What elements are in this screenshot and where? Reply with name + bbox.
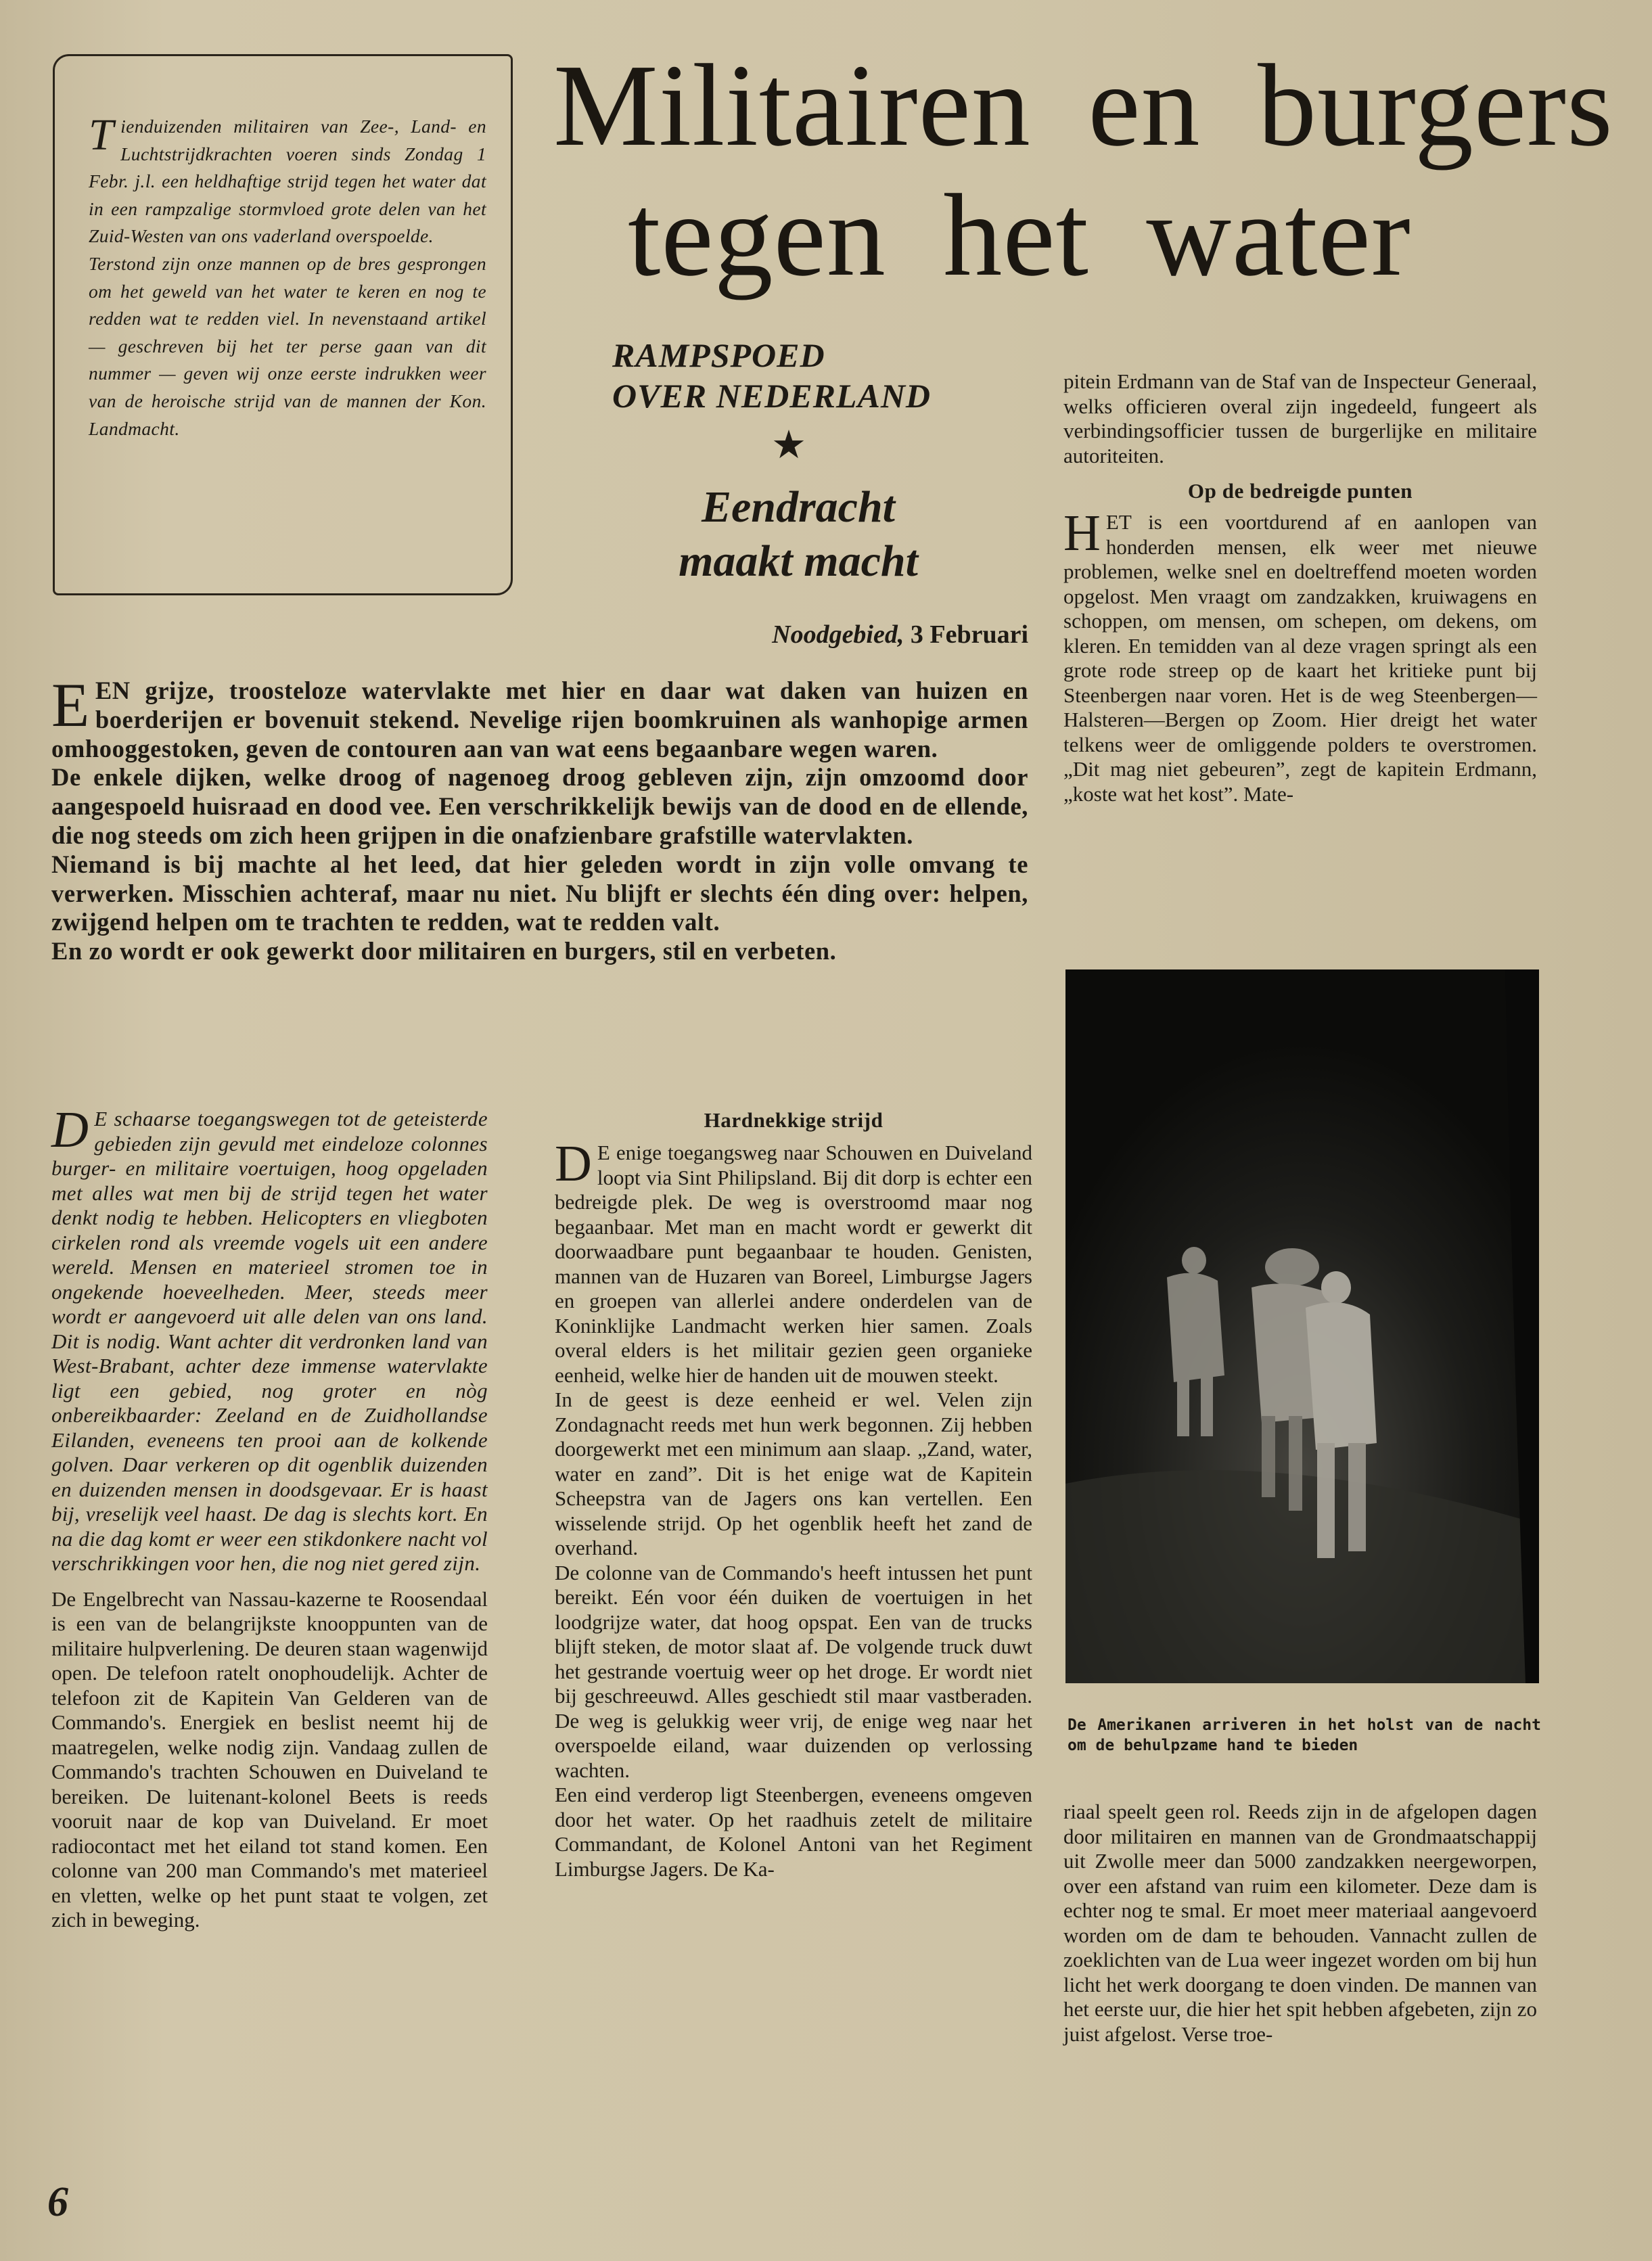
mid-paragraph-4: Een eind verderop ligt Steenbergen, eveneens omgeven door het water. Op het raadhuis zetelt de militaire Commandant, de Kolonel Antoni van het Regiment Limburgse Jagers. De Ka- <box>555 1783 1032 1881</box>
intro-text-1: ienduizenden militairen van Zee-, Land- en Luchtstrijdkrachten voeren sinds Zondag 1 Febr. j.l. een heldhaftige strijd tegen het water dat in een rampzalige stormvloed grote delen van het Zuid-Westen van ons vaderland overspoelde. <box>89 116 486 247</box>
mid-dropcap: D <box>555 1135 592 1192</box>
lead-text-1: EN grijze, troosteloze watervlakte met hier en daar wat daken van huizen en boerderijen er bovenuit stekend. Nevelige rijen boomkruinen als wanhopige armen omhooggestoken, geven de contouren aan van wat eens begaanbare wegen waren. <box>51 677 1028 762</box>
left-dropcap: D <box>51 1101 89 1158</box>
right-text-2: ET is een voortdurend af en aanlopen van honderden mensen, elk weer met nieuwe problemen, welke snel en doeltreffend moeten worden opgelost. Men vraagt om zandzakken, kruiwagens en schoppen, om mensen, om schepen, om dekens, om kleren. En temidden van al deze vragen springt als een grote rode streep op de kaart het kritieke punt bij Steenbergen naar voren. Het is de weg Steenbergen—Halsteren—Bergen op Zoom. Hier dreigt het water telkens weer de omliggende polders te overstromen. „Dit mag niet gebeuren”, zegt de kapitein Erdmann, „koste wat het kost”. Mate- <box>1063 510 1537 806</box>
lead-dropcap: E <box>51 670 90 739</box>
subtitle-line-1: Eendracht <box>701 482 896 532</box>
headline-line-1: Militairen en burgers <box>553 41 1613 170</box>
right-paragraph-2 <box>1063 505 1537 806</box>
column-right-bottom <box>1063 1800 1537 2047</box>
subhead-hardnekkige-strijd: Hardnekkige strijd <box>704 1108 884 1132</box>
kicker-line-2: OVER NEDERLAND <box>612 377 932 415</box>
lead-paragraph-1 <box>51 670 1028 763</box>
kicker-line-1: RAMPSPOED <box>612 336 825 374</box>
right-paragraph-3: riaal speelt geen rol. Reeds zijn in de afgelopen dagen door militairen en mannen van de Grondmaatschappij uit Zwolle meer dan 5000 zandzakken neergeworpen, over een afstand van ruim een kilometer. Deze dam is echter nog te smal. Er moet meer materiaal aangevoerd worden om de dam te behouden. Vannacht zullen de zoeklichten van de Lua weer ingezet worden om bij hun licht het werk doorgang te doen vinden. De mannen van het eerste uur, die hier het spit hebben afgebeten, zijn zo juist afgelost. Verse troe- <box>1063 1800 1537 2046</box>
mid-paragraph-3: De colonne van de Commando's heeft intussen het punt bereikt. Eén voor één duiken de voertuigen in het loodgrijze water, dat hoog opspat. Een van de trucks blijft steken, de motor slaat af. De volgende truck duwt het gestrande voertuig weer op het droge. Er wordt niet bij geschreeuwd. Alles geschiedt stil maar vastberaden. De weg is gelukkig weer vrij, de enige weg naar het overspoelde eiland, waar duizenden op verlossing wachten. <box>555 1560 1032 1782</box>
headline <box>553 41 1649 300</box>
left-italic-paragraph <box>51 1101 488 1576</box>
photo-caption: De Amerikanen arriveren in het holst van de nacht om de behulpzame hand te bieden <box>1068 1716 1541 1754</box>
mid-paragraph-1 <box>555 1135 1032 1388</box>
right-dropcap: H <box>1063 505 1101 562</box>
dateline <box>717 619 1028 650</box>
right-paragraph-1: pitein Erdmann van de Staf van de Inspecteur Generaal, welks officieren overal zijn ingedeeld, fungeert als verbindingsofficier tussen de burgerlijke en militaire autoriteiten. <box>1063 369 1537 467</box>
photo-figures-graphic <box>1065 969 1539 1683</box>
photo-night-soldiers <box>1065 969 1539 1683</box>
lead-paragraph-3: Niemand is bij machte al het leed, dat hier geleden wordt in zijn volle omvang te verwerken. Misschien achteraf, maar nu niet. Nu blijft er slechts één ding over: helpen, zwijgend helpen om te trachten te redden, wat te redden valt. <box>51 850 1028 936</box>
column-right-top <box>1063 369 1537 806</box>
dateline-date: 3 Februari <box>910 620 1028 649</box>
intro-box <box>53 54 513 595</box>
subtitle <box>609 480 988 589</box>
column-middle <box>555 1107 1032 1881</box>
dateline-place: Noodgebied, <box>772 620 904 649</box>
mid-paragraph-2: In de geest is deze eenheid er wel. Velen zijn Zondagnacht reeds met hun werk begonnen. Zij hebben doorgewerkt met een minimum aan slaap. „Zand, water, water en zand”. Dit is het enige wat de Kapitein Scheepstra van de Jagers ons kan vertellen. Een wisselende strijd. Op het ogenblik heeft het zand de overhand. <box>555 1388 1032 1559</box>
subhead-bedreigde-punten: Op de bedreigde punten <box>1187 479 1413 503</box>
star-icon: ★ <box>771 423 806 467</box>
left-italic-text: E schaarse toegangswegen tot de geteisterde gebieden zijn gevuld met eindeloze colonnes burger- en militaire voertuigen, hoog opgeladen met alles wat men bij de strijd tegen het water denkt nodig te hebben. Helicopters en vliegboten cirkelen rond als vreemde vogels uit een andere wereld. Mensen en materieel stromen toe in ongekende hoeveelheden. Meer, steeds meer wordt er aangevoerd uit alle delen van ons land. Dit is nodig. Want achter dit verdronken land van West-Brabant, achter deze immense watervlakte ligt een gebied, nog groter en nòg onbereikbaarder: Zeeland en de Zuidhollandse Eilanden, eveneens ten prooi aan de kolkende golven. Daar verkeren op dit ogenblik duizenden en duizenden mensen in doodsgevaar. Er is haast bij, vreselijk veel haast. De dag is slechts kort. En na die dag komt er weer een stikdonkere nacht vol verschrikkingen voor hen, die nog niet gered zijn. <box>51 1107 488 1575</box>
lead-paragraphs <box>51 670 1028 966</box>
left-paragraph-2: De Engelbrecht van Nassau-kazerne te Roosendaal is een van de belangrijkste knooppunten van de militaire hulpverlening. De deuren staan wagenwijd open. De telefoon ratelt onophoudelijk. Achter de telefoon zit de Kapitein Van Gelderen van de Commando's. Energiek en beslist neemt hij de maatregelen, welke nodig zijn. Vandaag zullen de Commando's trachten Schouwen en Duiveland te bereiken. De luitenant-kolonel Beets is reeds vooruit naar de kop van Duiveland. Er moet radiocontact met het eiland tot stand komen. Een colonne van 200 man Commando's met materieel en vletten, welke op het punt staat te volgen, zet zich in beweging. <box>51 1586 488 1932</box>
intro-paragraph-1 <box>89 110 486 250</box>
intro-initial: T <box>89 110 114 160</box>
lead-paragraph-4: En zo wordt er ook gewerkt door militairen en burgers, stil en verbeten. <box>51 937 837 965</box>
mid-text-1: E enige toegangsweg naar Schouwen en Duiveland loopt via Sint Philipsland. Bij dit dorp is echter een bedreigde plek. De weg is overstroomd maar nog begaanbaar. Met man en macht wordt er gewerkt dit doorwaadbare punt begaanbaar te houden. Genisten, mannen van de Huzaren van Boreel, Limburgse Jagers en groepen van allerlei andere onderdelen van de Koninklijke Landmacht werken hier samen. Zoals overal elders is het militair gezien geen organieke eenheid, welke hier de handen uit de mouwen steekt. <box>555 1141 1032 1387</box>
subtitle-line-2: maakt macht <box>679 536 918 586</box>
column-left <box>51 1101 488 1933</box>
lead-paragraph-2: De enkele dijken, welke droog of nagenoeg droog gebleven zijn, zijn omzoomd door aangespoeld huisraad en dood vee. Een verschrikkelijk bewijs van de dood en de ellende, die nog steeds om zich heen grijpen in die onafzienbare grafstille watervlakten. <box>51 763 1028 849</box>
kicker <box>612 335 991 416</box>
intro-paragraph-2: Terstond zijn onze mannen op de bres gesprongen om het geweld van het water te keren en nog te redden wat te redden viel. In nevenstaand artikel — geschreven bij het ter perse gaan van dit nummer — geven wij onze eerste indrukken weer van de heroische strijd van de mannen der Kon. Landmacht. <box>89 252 486 439</box>
headline-line-2: tegen het water <box>628 170 1411 300</box>
page-number: 6 <box>47 2179 68 2225</box>
